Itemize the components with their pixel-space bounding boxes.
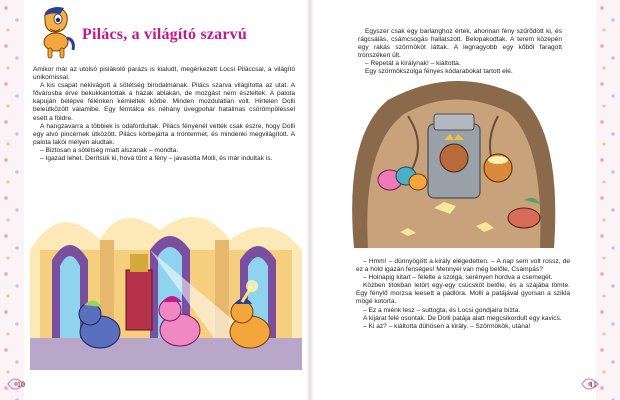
paragraph: – Repetát a királynak! – kiáltotta. <box>365 60 461 68</box>
paragraph: – Hmm! – dünnyögött a király elégedetten. – A nap sem volt rossz, de ez a hold igazán fenséges! Mennyei van még belőle, Csámpás? <box>356 258 570 274</box>
paragraph: Egy szörmökszolga fényes kódarabokat tartott elé. <box>365 68 513 76</box>
page-number: 10 <box>17 380 25 389</box>
pony-mascot-icon <box>32 4 76 62</box>
right-page <box>314 0 596 400</box>
palace-illustration <box>30 210 302 370</box>
paragraph: A kijárat felé osontak. De Dolli patája alatt megcsikordult egy kavics. <box>363 314 562 322</box>
paragraph: Közben titokban letört egy-egy csücsköt belőle, és a szájába tömte. Egy fénylő morzsa leesett a padlóra. Molli a patájával gyorsan a szikla mögé kotorta. <box>356 282 570 306</box>
paragraph: – Ki az? – kiáltotta dühösen a király. – Szörmökök, utána! <box>363 322 531 330</box>
left-page <box>17 0 306 400</box>
right-border-pattern <box>596 0 620 400</box>
page-title: Pilács, a világító szarvú <box>82 26 247 43</box>
paragraph: – Igazad lehet. Derítsük ki, hová tűnt a fény – javasolta Molli, és már indultak is. <box>40 155 273 163</box>
right-page-top-text <box>358 28 562 77</box>
page-number: 11 <box>589 380 597 389</box>
paragraph: – Holnapig kitart – felelte a szolga, serényen hordva a csemegét. <box>363 274 553 282</box>
cave-illustration <box>348 76 560 248</box>
book-gutter <box>306 0 314 400</box>
right-page-bottom-text <box>356 258 570 331</box>
paragraph: Amikor már az utolsó pislákoló parázs is kialudt, megérkezett Locsi Piláccsal, a világító unikornissal. <box>33 66 295 82</box>
left-page-text <box>33 66 295 163</box>
paragraph: A kis csapat nekivágott a sötétség birodalmának. Pilács szarva világította az utat. A fővárosba érve bekukkantottak a házak ablakán, de mozgást nem észleltek. A palota kapuján belépve félénken kémleltek körbe. Minden mozdulatlan volt. Hirtelen Dolli beleütközött valamibe. Egy fémtálca és néhány üvegpohár hatalmas csörömpöléssel esett a földre. <box>33 82 295 122</box>
left-border-pattern <box>0 0 24 400</box>
paragraph: A hangzavarra a többiek is odafordultak. Pilács fényénél vették csak észre, hogy Dolli egy alvó pincérnek ütközött. Pilács körbejárta a tróntermet, és mindenki megvilágított. A palota lakói mélyen aludtak. <box>33 122 295 146</box>
paragraph: Egyszer csak egy barlanghoz értek, ahonnan fény szűrődött ki, és rágcsálás, csámcsogás hallatszott. Belopakodtak. A terem közepén egy rakás szörmököt láttak. A legnagyobb egy kőből faragott trónszéken ült. <box>358 28 562 60</box>
paragraph: – Biztosan a sötétség miatt alszanak – mondta. <box>40 146 179 154</box>
paragraph: – Ez a miénk lesz – suttogta, és Locsi gondjaira bízta. <box>363 306 521 314</box>
